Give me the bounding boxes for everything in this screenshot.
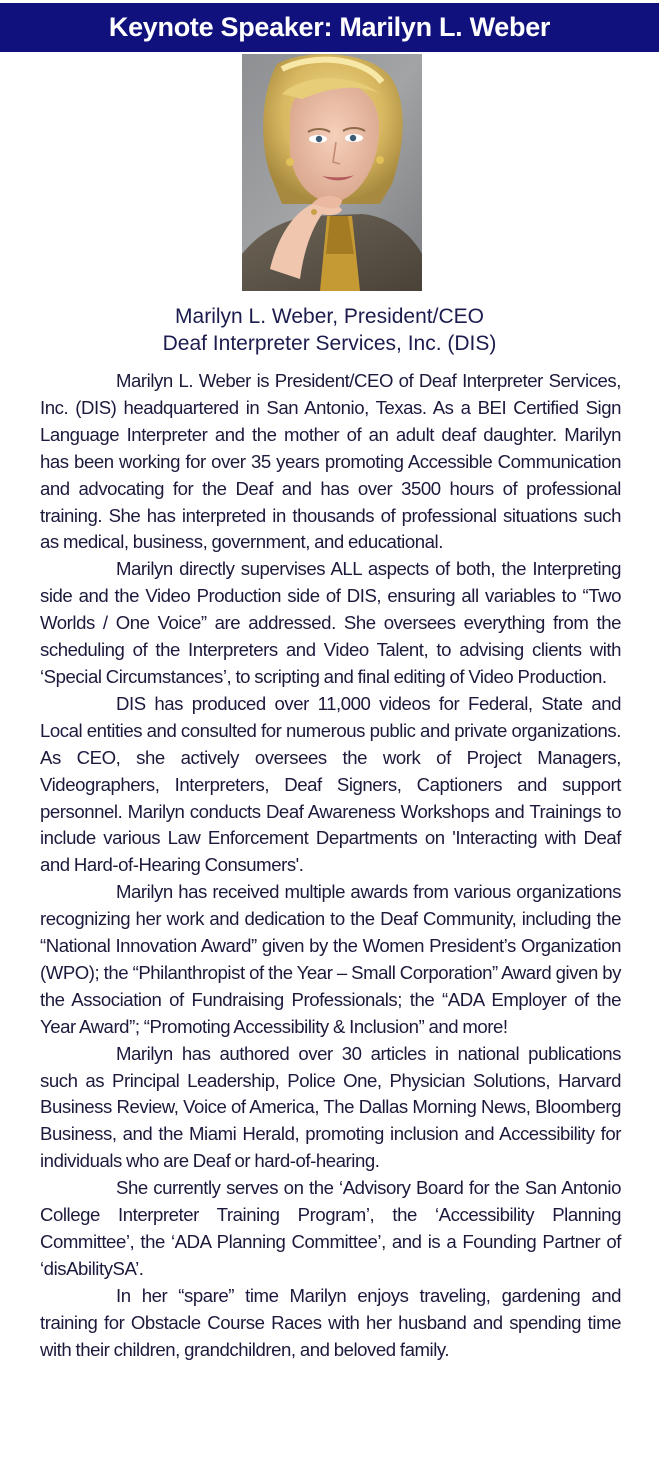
speaker-name-title: Marilyn L. Weber, President/CEO xyxy=(175,305,484,328)
bio-paragraph: Marilyn directly supervises ALL aspects of both, the Interpreting side and the Video Production side of DIS, ensuring all variables to “Two Worlds / One Voice” are addressed. She oversees everything from the scheduling of the Interpreters and Video Talent, to advising clients with ‘Special Circumstances’, to scripting and final editing of Video Production. xyxy=(40,558,621,687)
page-title: Keynote Speaker: Marilyn L. Weber xyxy=(108,12,551,42)
bio-paragraph: She currently serves on the ‘Advisory Board for the San Antonio College Interpreter Training Program’, the ‘Accessibility Planning Committee’, the ‘ADA Planning Committee’, and is a Founding Partner of ‘disAbilitySA’. xyxy=(40,1177,621,1279)
speaker-company: Deaf Interpreter Services, Inc. (DIS) xyxy=(162,332,497,355)
bio-paragraph: Marilyn has authored over 30 articles in national publications such as Principal Leadership, Police One, Physician Solutions, Harvard Business Review, Voice of America, The Dallas Morning News, Bloomberg Business, and the Miami Herald, promoting inclusion and Accessibility for individuals who are Deaf or hard-of-hearing. xyxy=(40,1042,621,1172)
speaker-photo xyxy=(242,54,422,291)
header-banner xyxy=(0,3,659,52)
bio-paragraph: DIS has produced over 11,000 videos for Federal, State and Local entities and consulted for numerous public and private organizations. As CEO, she actively oversees the work of Project Managers, Videographers, Interpreters, Deaf Signers, Captioners and support personnel. Marilyn conducts Deaf Awareness Workshops and Trainings to include various Law Enforcement Departments on 'Interacting with Deaf and Hard-of-Hearing Consumers'. xyxy=(40,692,621,876)
speaker-bio xyxy=(40,368,621,1364)
bio-paragraph: In her “spare” time Marilyn enjoys traveling, gardening and training for Obstacle Course Races with her husband and spending time with their children, grandchildren, and beloved family. xyxy=(40,1284,621,1360)
bio-paragraph: Marilyn L. Weber is President/CEO of Deaf Interpreter Services, Inc. (DIS) headquartered in San Antonio, Texas. As a BEI Certified Sign Language Interpreter and the mother of an adult deaf daughter. Marilyn has been working for over 35 years promoting Accessible Communication and advocating for the Deaf and has over 3500 hours of professional training. She has interpreted in thousands of professional situations such as medical, business, government, and educational. xyxy=(40,370,621,553)
bio-paragraph: Marilyn has received multiple awards from various organizations recognizing her work and dedication to the Deaf Community, including the “National Innovation Award” given by the Women President’s Organization (WPO); the “Philanthropist of the Year – Small Corporation” Award given by the Association of Fundraising Professionals; the “ADA Employer of the Year Award”; “Promoting Accessibility & Inclusion” and more! xyxy=(40,881,621,1037)
